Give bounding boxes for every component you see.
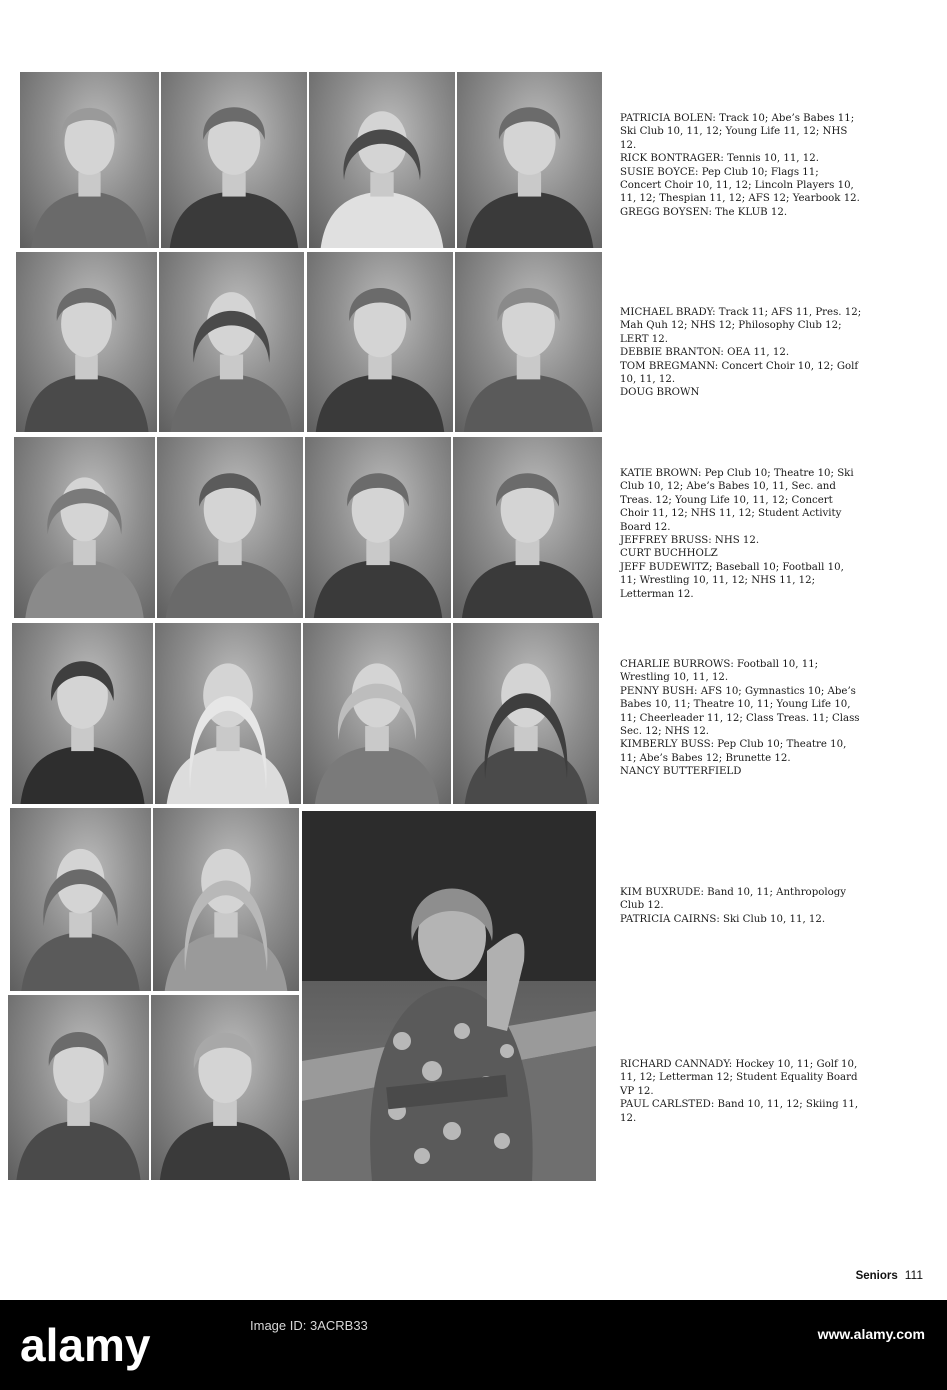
caption-entry: PAUL CARLSTED: Band 10, 11, 12; Skiing 11, 12.	[620, 1099, 859, 1124]
portrait-photo	[161, 72, 307, 248]
portrait-photo	[305, 437, 451, 618]
portrait-photo	[303, 623, 451, 804]
alamy-logo-text: alamy	[20, 1319, 151, 1371]
portrait-photo	[309, 72, 455, 248]
portrait-photo	[457, 72, 602, 248]
image-id-text: Image ID: 3ACRB33	[250, 1318, 368, 1333]
caption-block	[620, 112, 862, 219]
alamy-logo	[20, 1317, 220, 1375]
caption-block	[620, 658, 862, 779]
caption-entry: GREGG BOYSEN: The KLUB 12.	[620, 206, 788, 218]
image-id	[250, 1317, 368, 1335]
caption-entry: KATIE BROWN: Pep Club 10; Theatre 10; Ski Club 10, 12; Abe’s Babes 10, 11, Sec. and Treas. 12; Young Life 10, 11, 12; Concert Choir 11, 12; NHS 11, 12; Student Activity Board 12.	[620, 468, 854, 533]
caption-entry: JEFFREY BRUSS: NHS 12.	[620, 535, 760, 547]
portrait-photo	[159, 252, 304, 432]
portrait-photo	[20, 72, 159, 248]
caption-entry: TOM BREGMANN: Concert Choir 10, 12; Golf 10, 11, 12.	[620, 360, 859, 386]
stock-site	[818, 1324, 925, 1344]
caption-entry: SUSIE BOYCE: Pep Club 10; Flags 11; Concert Choir 10, 11, 12; Lincoln Players 10, 11, 12; Thespian 11, 12; AFS 12; Yearbook 12.	[620, 166, 860, 205]
caption-entry: KIM BUXRUDE: Band 10, 11; Anthropology Club 12.	[620, 887, 847, 912]
portrait-photo	[455, 252, 602, 432]
caption-block	[620, 467, 862, 601]
caption-entry: CHARLIE BURROWS: Football 10, 11; Wrestling 10, 11, 12.	[620, 659, 819, 684]
caption-entry: DOUG BROWN	[620, 387, 700, 399]
caption-block	[620, 306, 862, 400]
portrait-photo	[10, 808, 151, 991]
caption-entry: CURT BUCHHOLZ	[620, 548, 718, 560]
caption-entry: MICHAEL BRADY: Track 11; AFS 11, Pres. 12; Mah Quh 12; NHS 12; Philosophy Club 12; LERT 12.	[620, 307, 862, 345]
portrait-photo	[453, 623, 599, 804]
page-number: 111	[904, 1268, 923, 1282]
portrait-photo	[16, 252, 157, 432]
candid-study-photo	[302, 811, 596, 1181]
caption-block	[620, 1058, 862, 1125]
caption-entry: JEFF BUDEWITZ; Baseball 10; Football 10, 11; Wrestling 10, 11, 12; NHS 11, 12; Letterman 12.	[620, 561, 844, 600]
portrait-photo	[157, 437, 303, 618]
caption-entry: DEBBIE BRANTON: OEA 11, 12.	[620, 347, 790, 359]
portrait-photo	[12, 623, 153, 804]
portrait-photo	[8, 995, 149, 1180]
section-label: Seniors	[855, 1270, 898, 1282]
stock-site-text[interactable]: www.alamy.com	[817, 1326, 925, 1342]
caption-entry: PENNY BUSH: AFS 10; Gymnastics 10; Abe’s Babes 10, 11; Theatre 10, 11; Young Life 10, 11; Cheerleader 11, 12; Class Treas. 11; Class Sec. 12; NHS 12.	[620, 685, 860, 738]
caption-block	[620, 886, 862, 926]
portrait-photo	[153, 808, 299, 991]
caption-entry: NANCY BUTTERFIELD	[620, 766, 742, 778]
portrait-photo	[307, 252, 453, 432]
caption-entry: PATRICIA BOLEN: Track 10; Abe’s Babes 11; Ski Club 10, 11, 12; Young Life 11, 12; NHS 12.	[620, 113, 855, 151]
caption-entry: KIMBERLY BUSS: Pep Club 10; Theatre 10, 11; Abe’s Babes 12; Brunette 12.	[620, 739, 847, 764]
portrait-photo	[14, 437, 155, 618]
portrait-photo	[453, 437, 602, 618]
portrait-photo	[155, 623, 301, 804]
caption-entry: PATRICIA CAIRNS: Ski Club 10, 11, 12.	[620, 913, 826, 925]
page-footer	[856, 1268, 923, 1282]
caption-entry: RICK BONTRAGER: Tennis 10, 11, 12.	[620, 153, 819, 165]
caption-entry: RICHARD CANNADY: Hockey 10, 11; Golf 10, 11, 12; Letterman 12; Student Equality Board VP 12.	[620, 1059, 858, 1097]
portrait-photo	[151, 995, 299, 1180]
